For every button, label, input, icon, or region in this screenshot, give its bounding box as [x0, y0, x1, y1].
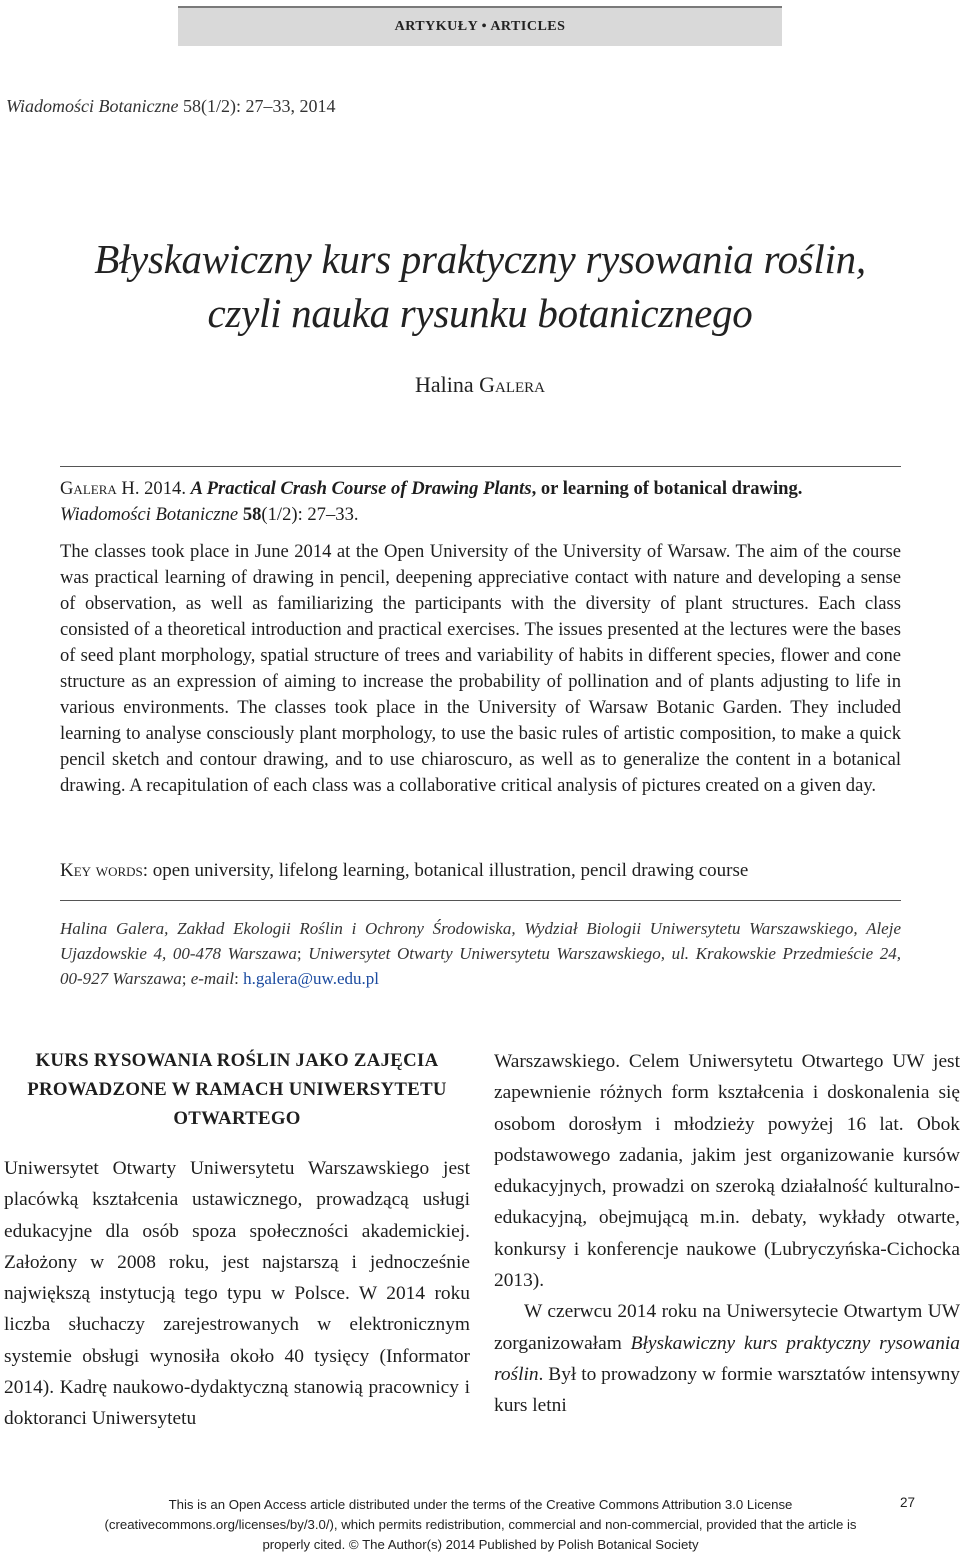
affiliation-separator-1: ;	[296, 944, 309, 963]
author-name	[0, 372, 960, 398]
author-last-name: Galera	[479, 372, 546, 397]
left-column	[4, 1046, 470, 1435]
citation-volume: 58	[242, 504, 262, 525]
email-link[interactable]: h.galera@uw.edu.pl	[243, 969, 379, 988]
affiliation-block	[60, 916, 901, 991]
right-column-paragraph-2	[494, 1296, 960, 1421]
email-label: e-mail	[190, 969, 235, 988]
title-line-2: czyli nauka rysunku botanicznego	[207, 290, 753, 336]
abstract-top-rule	[60, 466, 901, 467]
p2-start: W czerwcu 2014 roku na Uniwersytecie Otwartym UW zorganizowałam	[494, 1301, 960, 1354]
journal-name: Wiadomości Botaniczne	[6, 96, 179, 116]
author-first-name: Halina	[414, 372, 480, 397]
journal-volume: 58	[182, 96, 201, 116]
abstract-body: The classes took place in June 2014 at the Open University of the University of Warsaw. The aim of the course was practical learning of drawing in pencil, deepening appreciative contact with nature and developing a sense of observation, as well as familiarizing the participants with the diversity of plant structures. Each class consisted of a theoretical introduction and practical exercises. The issues presented at the lectures were the bases of seed plant morphology, spatial structure of trees and variability of habits in different species, flower and cone structure as an expression of aiming to increase the probability of pollination and of plants adjusting to life in various environments. The classes took place in the University of Warsaw Botanic Garden. They included learning to analyse consciously plant morphology, to use the basic rules of artistic composition, to make a quick pencil sketch and contour drawing, and to use chiaroscuro, as well as to generalize the content in a botanical drawing. A recapitulation of each class was a collaborative critical analysis of pictures created on a given day.	[60, 541, 901, 796]
right-column	[494, 1046, 960, 1422]
section-label: ARTYKUŁY • ARTICLES	[394, 19, 566, 34]
license-footer	[60, 1495, 901, 1555]
keywords-line	[60, 860, 901, 882]
title-line-1: Błyskawiczny kurs praktyczny rysowania roślin,	[94, 236, 866, 282]
affiliation-text-2: Uniwersytet Otwarty Uniwersytetu Warszawskiego, ul. Krakowskie Przedmieście 24, 00-927 Warszawa	[60, 944, 901, 988]
page-number: 27	[900, 1495, 916, 1510]
keywords-label: Key words	[60, 860, 143, 881]
journal-issue-pages: (1/2): 27–33, 2014	[200, 96, 336, 116]
citation-pages: (1/2): 27–33.	[261, 504, 359, 525]
left-column-paragraph: Uniwersytet Otwarty Uniwersytetu Warszawskiego jest placówką kształcenia ustawicznego, prowadzącą usługi edukacyjne dla osób spoza społeczności akademickiej. Założony w 2008 roku, jest najstarszą i jednocześnie największą instytucją tego typu w Polsce. W 2014 roku liczba słuchaczy zarejestrowanych w elektronicznym systemie obsługi wynosiła około 40 tysięcy (Informator 2014). Kadrę naukowo-dydaktyczną stanowią pracownicy i doktoranci Uniwersytetu	[4, 1158, 470, 1430]
footer-line-2: (creativecommons.org/licenses/by/3.0/), which permits redistribution, commercial and non-commercial, provided that the article is	[104, 1517, 857, 1532]
section-heading: KURS RYSOWANIA ROŚLIN JAKO ZAJĘCIA PROWADZONE W RAMACH UNIWERSYTETU OTWARTEGO	[27, 1050, 447, 1129]
abstract-block	[60, 476, 901, 799]
affiliation-separator-2: ;	[181, 969, 191, 988]
email-colon: :	[234, 969, 244, 988]
citation	[60, 476, 901, 528]
p2-italic-course-title: Błyskawiczny kurs praktyczny rysowania roślin	[494, 1332, 960, 1385]
citation-journal: Wiadomości Botaniczne	[60, 504, 243, 525]
affiliation-top-rule	[60, 900, 901, 901]
citation-title-rest: , or learning of botanical drawing.	[531, 478, 803, 499]
affiliation-text-1: Halina Galera, Zakład Ekologii Roślin i Ochrony Środowiska, Wydział Biologii Uniwersytetu Warszawskiego, Aleje Ujazdowskie 4, 00-478 Warszawa	[60, 919, 901, 963]
footer-line-1: This is an Open Access article distributed under the terms of the Creative Commons Attribution 3.0 License	[168, 1497, 793, 1512]
citation-initial-year: H. 2014.	[116, 478, 191, 499]
right-column-paragraph-1: Warszawskiego. Celem Uniwersytetu Otwartego UW jest zapewnienie różnych form kształcenia i doskonalenia się osobom dorosłym i młodzieży powyżej 16 lat. Obok podstawowego zadania, jakim jest organizowanie kursów edukacyjnych, prowadzi on szeroką działalność kulturalno-edukacyjną, obejmującą m.in. debaty, wykłady otwarte, konkursy i konferencje naukowe (Lubryczyńska-Cichocka 2013).	[494, 1051, 960, 1292]
citation-author: Galera	[60, 478, 117, 499]
footer-line-3: properly cited. © The Author(s) 2014 Published by Polish Botanical Society	[262, 1537, 699, 1552]
journal-reference	[6, 96, 335, 117]
citation-title-italic: A Practical Crash Course of Drawing Plants	[190, 478, 532, 499]
article-title	[0, 232, 960, 340]
keywords-text: : open university, lifelong learning, botanical illustration, pencil drawing course	[142, 860, 749, 881]
p2-end: . Był to prowadzony w formie warsztatów intensywny kurs letni	[494, 1363, 960, 1417]
section-header-band	[178, 6, 782, 46]
